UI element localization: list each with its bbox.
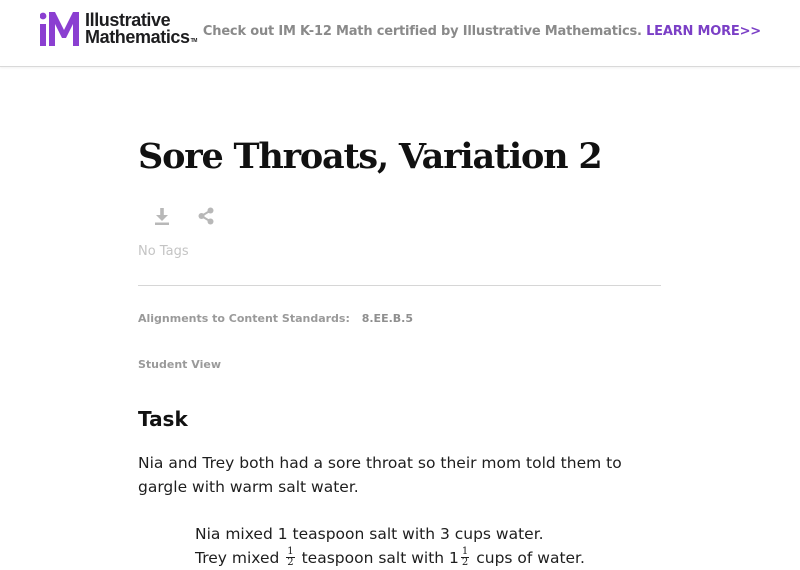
download-icon[interactable] bbox=[152, 206, 172, 226]
nia-line: Nia mixed 1 teaspoon salt with 3 cups water. bbox=[195, 525, 544, 543]
logo-line-2: Mathematics bbox=[85, 27, 190, 47]
standard-link-8ee-b5[interactable]: 8.EE.B.5 bbox=[361, 312, 413, 325]
task-paragraph: Nia and Trey both had a sore throat so their mom told them to gargle with warm salt water. bbox=[138, 454, 622, 496]
alignments-row bbox=[138, 312, 413, 325]
fraction-one-half bbox=[286, 547, 294, 568]
fraction-numerator: 1 bbox=[461, 546, 469, 557]
trey-text-end: cups of water. bbox=[476, 549, 585, 567]
trey-text-mid: teaspoon salt with 1 bbox=[301, 549, 459, 567]
logo-line-1: Illustrative bbox=[85, 10, 171, 30]
fraction-numerator: 1 bbox=[287, 546, 294, 557]
fraction-one-half-mixed bbox=[461, 547, 469, 568]
im-logo[interactable] bbox=[40, 12, 197, 46]
share-icon[interactable] bbox=[196, 206, 216, 226]
alignments-label: Alignments to Content Standards: bbox=[138, 312, 350, 325]
im-logo-icon bbox=[40, 12, 80, 46]
task-lines bbox=[195, 522, 585, 570]
page-title: Sore Throats, Variation 2 bbox=[138, 136, 602, 177]
task-actions bbox=[152, 206, 216, 226]
task-heading: Task bbox=[138, 407, 188, 431]
tags-label: No Tags bbox=[138, 244, 189, 259]
student-view-link[interactable]: Student View bbox=[138, 358, 221, 371]
logo-wordmark bbox=[85, 12, 197, 46]
trey-text-start: Trey mixed bbox=[195, 549, 280, 567]
trey-line bbox=[195, 546, 585, 570]
promo-banner bbox=[203, 24, 761, 39]
logo-trademark: TM bbox=[190, 38, 198, 44]
fraction-denominator: 2 bbox=[461, 557, 469, 568]
promo-text: Check out IM K-12 Math certified by Illustrative Mathematics. bbox=[202, 24, 642, 39]
site-header bbox=[0, 0, 800, 67]
learn-more-link[interactable]: LEARN MORE>> bbox=[646, 24, 761, 39]
fraction-denominator: 2 bbox=[287, 557, 294, 568]
section-divider bbox=[138, 285, 661, 286]
